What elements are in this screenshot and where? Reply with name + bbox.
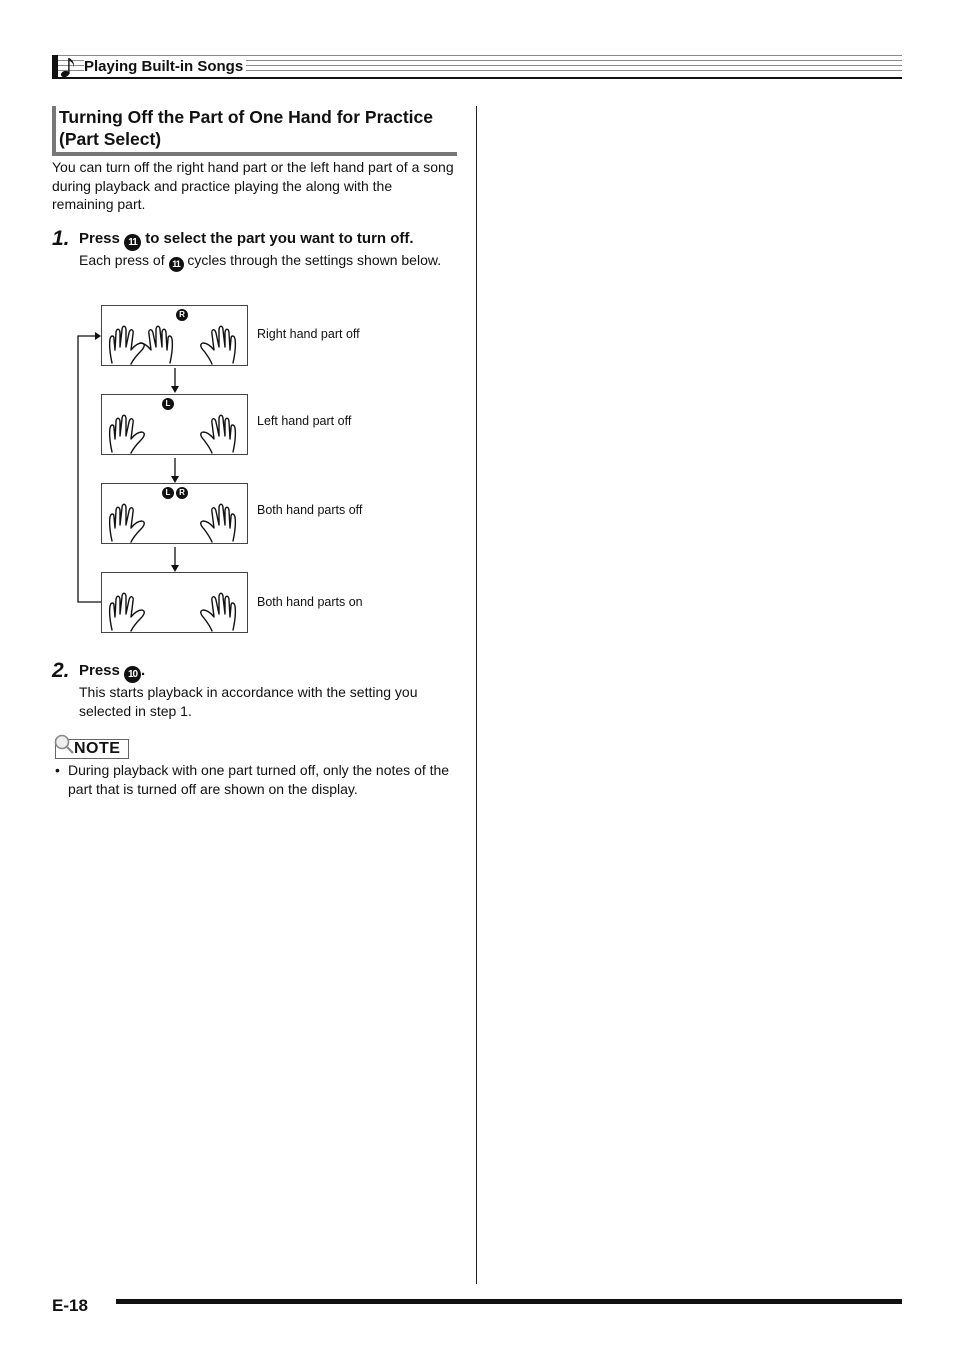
hand-diagram-both-on [101, 572, 248, 633]
step-1-detail-pre: Each press of [79, 252, 165, 268]
note-item: During playback with one part turned off, only the notes of the part that is turned off are shown on the display. [68, 762, 450, 797]
button-11-icon: 11 [169, 257, 184, 272]
step-2-action: . [141, 662, 146, 679]
page-number: E-18 [52, 1296, 88, 1315]
note-bullet: • [55, 762, 60, 778]
left-hand-indicator-icon: L [162, 487, 174, 499]
step-2-number: 2. [52, 659, 70, 682]
note-label: NOTE [74, 740, 121, 757]
intro-paragraph: You can turn off the right hand part or the left hand part of a song during playback and practice playing the along with the remaining part. [52, 159, 454, 212]
section-heading-rule [52, 152, 457, 156]
caption-both-off: Both hand parts off [257, 503, 363, 517]
step-1-press: Press [79, 230, 120, 247]
right-hand-indicator-icon: R [176, 487, 188, 499]
magnifier-icon [53, 733, 75, 755]
hand-diagram-left-off [101, 394, 248, 455]
header-section-title: Playing Built-in Songs [84, 58, 246, 76]
caption-left-off: Left hand part off [257, 414, 352, 428]
hand-diagram-right-off [101, 305, 248, 366]
hands-icon [102, 573, 249, 634]
button-11-icon: 11 [124, 234, 141, 251]
column-divider [476, 106, 477, 1284]
music-note-icon [60, 56, 76, 78]
caption-right-off: Right hand part off [257, 327, 360, 341]
right-hand-indicator-icon: R [176, 309, 188, 321]
caption-both-on: Both hand parts on [257, 595, 363, 609]
header-marker-bar [52, 55, 58, 79]
step-1-action: to select the part you want to turn off. [145, 230, 414, 247]
step-1-instruction [79, 229, 414, 251]
step-1-detail [79, 251, 457, 272]
step-2-instruction [79, 661, 145, 683]
hand-diagram-both-off [101, 483, 248, 544]
step-1-detail-post: cycles through the settings shown below. [187, 252, 442, 268]
hands-icon [102, 395, 249, 456]
step-1-number: 1. [52, 227, 70, 250]
button-10-icon: 10 [124, 666, 141, 683]
step-2-press: Press [79, 662, 120, 679]
section-title: Turning Off the Part of One Hand for Practice (Part Select) [59, 107, 434, 149]
step-2-detail: This starts playback in accordance with the setting you selected in step 1. [79, 684, 418, 719]
left-hand-indicator-icon: L [162, 398, 174, 410]
footer-rule [116, 1299, 902, 1304]
